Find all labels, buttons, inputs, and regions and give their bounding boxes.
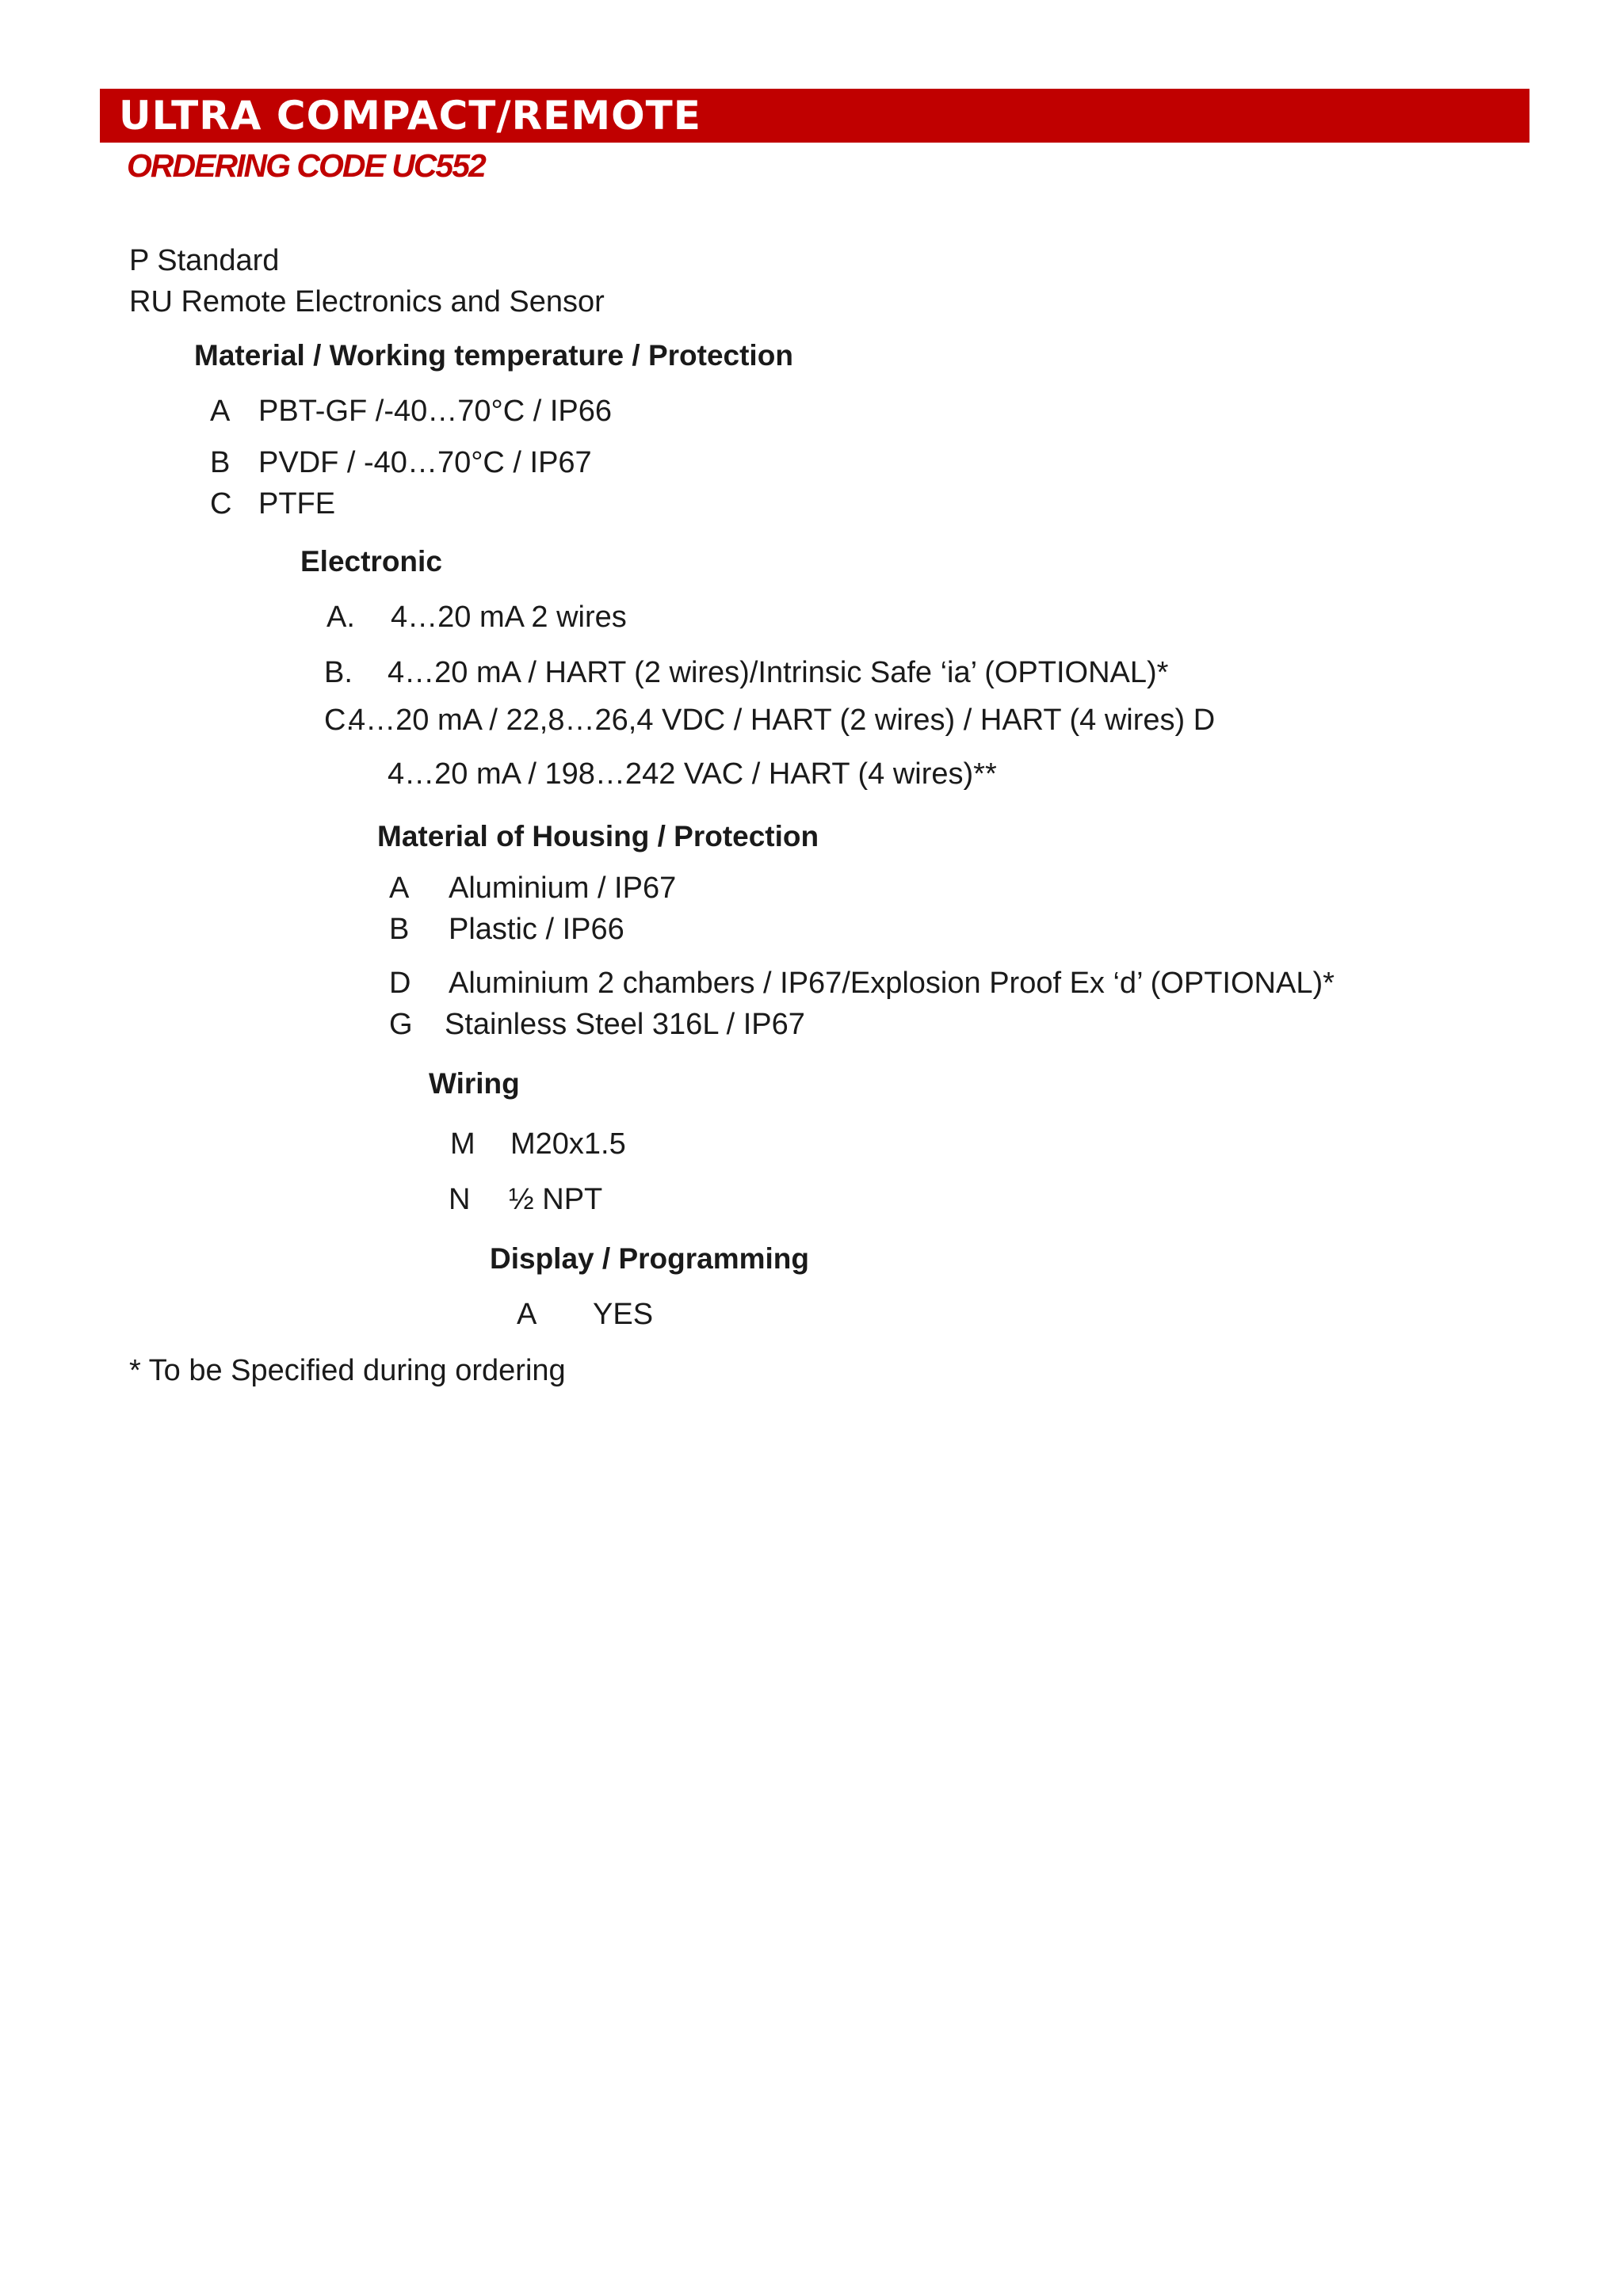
footnote: * To be Specified during ordering bbox=[129, 1354, 566, 1387]
wiring-label-m: M20x1.5 bbox=[510, 1127, 626, 1161]
electronic-code-b: B. bbox=[324, 656, 353, 689]
material-label-a: PBT-GF /-40…70°C / IP66 bbox=[258, 395, 613, 428]
material-label-c: PTFE bbox=[258, 487, 336, 521]
electronic-heading: Electronic bbox=[300, 545, 442, 578]
material-code-a: A bbox=[210, 395, 231, 428]
display-heading: Display / Programming bbox=[490, 1242, 809, 1275]
housing-heading: Material of Housing / Protection bbox=[377, 820, 819, 852]
electronic-label-a: 4…20 mA 2 wires bbox=[391, 601, 627, 634]
wiring-heading: Wiring bbox=[429, 1067, 520, 1100]
housing-label-b: Plastic / IP66 bbox=[449, 913, 624, 946]
display-code-a: A bbox=[517, 1298, 537, 1331]
title-banner bbox=[100, 89, 1529, 143]
housing-label-a: Aluminium / IP67 bbox=[449, 871, 677, 905]
electronic-code-c: C. bbox=[324, 704, 354, 737]
wiring-code-m: M bbox=[450, 1127, 475, 1161]
housing-code-b: B bbox=[389, 913, 410, 946]
electronic-label-c: 4…20 mA / 22,8…26,4 VDC / HART (2 wires) / HART (4 wires) D bbox=[349, 704, 1216, 737]
material-heading: Material / Working temperature / Protection bbox=[194, 339, 793, 372]
housing-label-g: Stainless Steel 316L / IP67 bbox=[445, 1008, 805, 1041]
housing-label-d: Aluminium 2 chambers / IP67/Explosion Proof Ex ‘d’ (OPTIONAL)* bbox=[449, 967, 1335, 1000]
material-code-c: C bbox=[210, 487, 232, 521]
material-label-b: PVDF / -40…70°C / IP67 bbox=[258, 446, 592, 479]
electronic-label-c2: 4…20 mA / 198…242 VAC / HART (4 wires)** bbox=[388, 757, 997, 791]
electronic-code-a: A. bbox=[327, 601, 355, 634]
display-label-a: YES bbox=[593, 1298, 654, 1331]
housing-code-g: G bbox=[389, 1008, 413, 1041]
material-code-b: B bbox=[210, 446, 231, 479]
ordering-code-subtitle: ORDERING CODE UC552 bbox=[127, 147, 485, 184]
housing-code-d: D bbox=[389, 967, 411, 1000]
wiring-code-n: N bbox=[449, 1183, 471, 1216]
electronic-label-b: 4…20 mA / HART (2 wires)/Intrinsic Safe ‘ia’ (OPTIONAL)* bbox=[388, 656, 1169, 689]
housing-code-a: A bbox=[389, 871, 410, 905]
page-title: ULTRA COMPACT/REMOTE bbox=[119, 93, 701, 139]
type-remote: RU Remote Electronics and Sensor bbox=[129, 285, 605, 318]
type-standard: P Standard bbox=[129, 244, 280, 277]
wiring-label-n: ½ NPT bbox=[509, 1183, 603, 1216]
